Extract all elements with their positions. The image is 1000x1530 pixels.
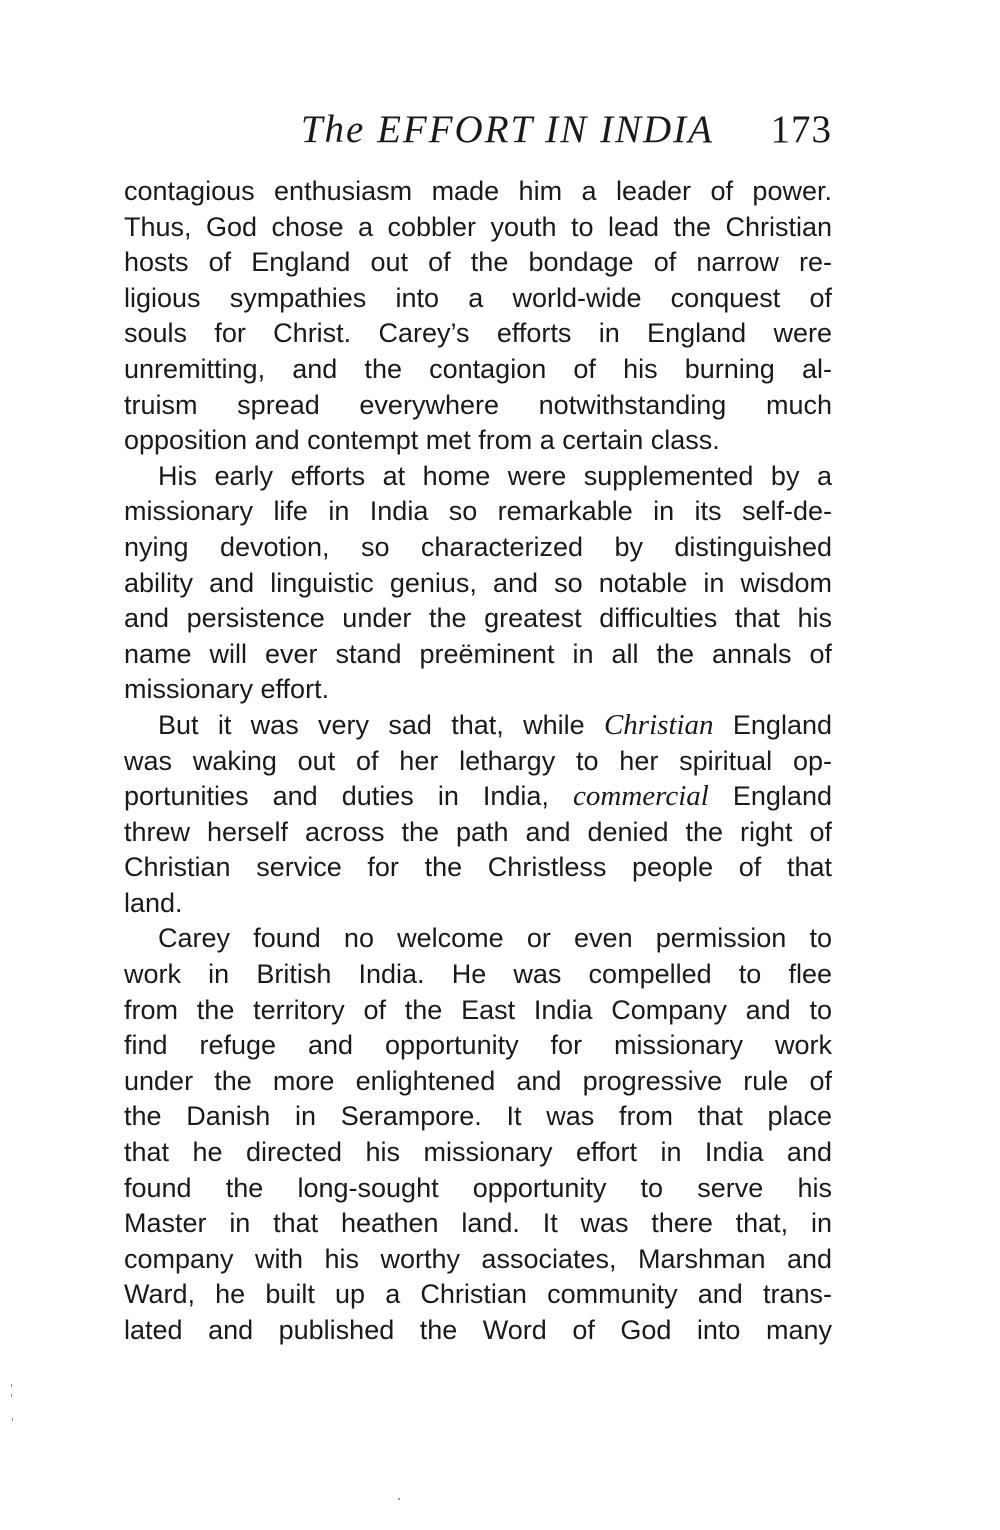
text-line: and persistence under the greatest difficulties that his bbox=[124, 603, 832, 634]
text-line: work in British India. He was compelled to flee bbox=[124, 959, 832, 990]
text-line: missionary life in India so remarkable in its self-de- bbox=[124, 496, 832, 527]
page-number: 173 bbox=[770, 108, 832, 151]
scan-speck bbox=[11, 1394, 12, 1397]
emphasis-commercial: commercial bbox=[573, 780, 709, 813]
text-line: threw herself across the path and denied the right of bbox=[124, 816, 832, 847]
paragraph-1 bbox=[124, 174, 832, 459]
text-line: the Danish in Serampore. It was from that place bbox=[124, 1101, 832, 1132]
text-segment: England bbox=[732, 709, 832, 740]
emphasis-christian: Christian bbox=[603, 708, 714, 741]
text-line bbox=[124, 779, 832, 815]
scan-specks bbox=[8, 1380, 18, 1440]
text-segment: But it was very sad that, while bbox=[158, 709, 585, 740]
text-line: that he directed his missionary effort in India and bbox=[124, 1137, 832, 1168]
text-line: was waking out of her lethargy to her spiritual op- bbox=[124, 745, 832, 776]
text-line: found the long-sought opportunity to serve his bbox=[124, 1172, 832, 1203]
text-line bbox=[124, 708, 832, 744]
text-line: missionary effort. bbox=[124, 674, 330, 705]
text-line: find refuge and opportunity for missionary work bbox=[124, 1030, 832, 1061]
text-segment: England bbox=[732, 781, 832, 812]
text-line: ability and linguistic genius, and so notable in wisdom bbox=[124, 567, 832, 598]
paragraph-3 bbox=[124, 708, 832, 922]
paragraph-4 bbox=[124, 921, 832, 1348]
text-line: name will ever stand preëminent in all the annals of bbox=[124, 638, 832, 669]
text-line: Thus, God chose a cobbler youth to lead the Christian bbox=[124, 211, 832, 242]
text-line: Carey found no welcome or even permission to bbox=[158, 923, 832, 954]
text-line: nying devotion, so characterized by distinguished bbox=[124, 531, 832, 562]
text-line: opposition and contempt met from a certain class. bbox=[124, 425, 720, 456]
text-line: lated and published the Word of God into many bbox=[124, 1315, 832, 1345]
scan-speck bbox=[11, 1384, 12, 1387]
body-text bbox=[124, 174, 832, 1349]
text-line: contagious enthusiasm made him a leader of power. bbox=[124, 176, 832, 206]
scan-speck bbox=[12, 1418, 13, 1421]
text-line: unremitting, and the contagion of his burning al- bbox=[124, 353, 832, 384]
text-line: hosts of England out of the bondage of narrow re- bbox=[124, 247, 832, 278]
paragraph-2 bbox=[124, 459, 832, 708]
text-line: His early efforts at home were supplemented by a bbox=[158, 460, 832, 491]
running-head bbox=[124, 100, 832, 160]
text-line: ligious sympathies into a world-wide conquest of bbox=[124, 282, 832, 313]
text-line: under the more enlightened and progressive rule of bbox=[124, 1065, 832, 1096]
text-line: land. bbox=[124, 887, 183, 918]
text-line: souls for Christ. Carey’s efforts in England were bbox=[124, 318, 832, 349]
text-line: truism spread everywhere notwithstanding much bbox=[124, 389, 832, 420]
scan-speck bbox=[398, 1498, 400, 1500]
text-segment: portunities and duties in India, bbox=[124, 781, 549, 812]
running-title: The EFFORT IN INDIA bbox=[300, 108, 714, 151]
text-line: Master in that heathen land. It was there that, in bbox=[124, 1208, 832, 1239]
text-line: company with his worthy associates, Marshman and bbox=[124, 1243, 832, 1274]
text-line: from the territory of the East India Company and to bbox=[124, 994, 832, 1025]
text-line: Christian service for the Christless people of that bbox=[124, 852, 832, 883]
text-line: Ward, he built up a Christian community and trans- bbox=[124, 1279, 832, 1310]
